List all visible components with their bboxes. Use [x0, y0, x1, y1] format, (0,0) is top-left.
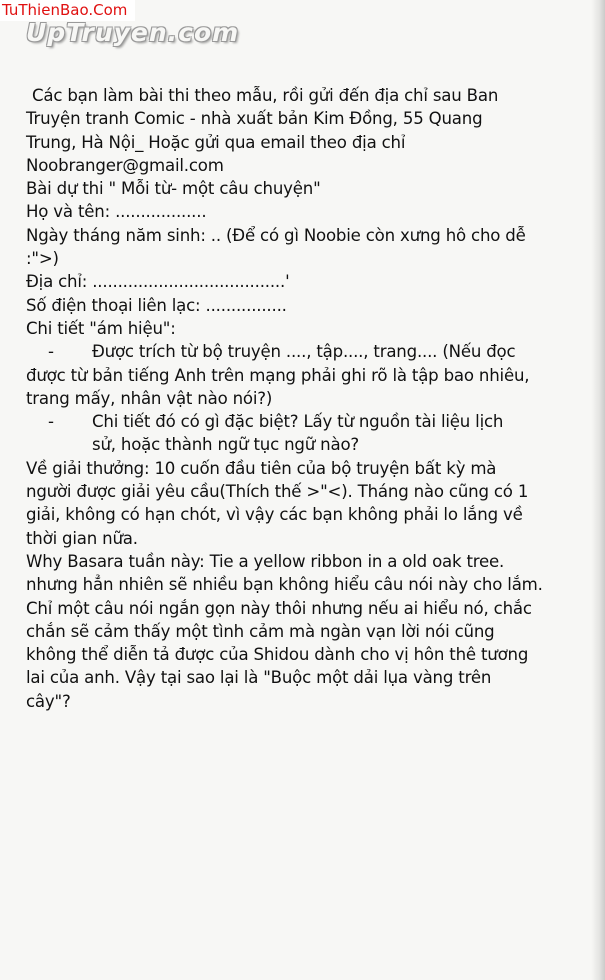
- prize-paragraph: [26, 457, 561, 550]
- document-body: [26, 84, 561, 713]
- basara-line: Chỉ một câu nói ngắn gọn này thôi nhưng nếu ai hiểu nó, chắc: [26, 598, 532, 618]
- bullet-line: Chi tiết đó có gì đặc biệt? Lấy từ nguồn tài liệu lịch: [92, 412, 504, 432]
- bullet-item: [26, 410, 561, 457]
- basara-line: lai của anh. Vậy tại sao lại là "Buộc một dải lụa vàng trên: [26, 668, 492, 688]
- bullet-dash: -: [48, 342, 54, 362]
- basara-line: không thể diễn tả được của Shidou dành cho vị hôn thê tương: [26, 645, 529, 665]
- intro-line: Các bạn làm bài thi theo mẫu, rồi gửi đến địa chỉ sau Ban: [32, 86, 499, 105]
- prize-line: thời gian nữa.: [26, 528, 138, 548]
- form-field-address: Địa chỉ: ......................................': [26, 272, 290, 292]
- basara-paragraph: [26, 550, 561, 713]
- bullet-dash: -: [48, 412, 54, 432]
- email-address: Noobranger@gmail.com: [26, 155, 224, 175]
- logo-watermark: UpTruyen.com: [26, 18, 240, 47]
- bullet-continuation: trang mấy, nhân vật nào nói?): [26, 388, 273, 408]
- intro-line: Truyện tranh Comic - nhà xuất bản Kim Đồng, 55 Quang: [26, 109, 483, 129]
- prize-line: giải, không có hạn chót, vì vậy các bạn không phải lo lắng về: [26, 505, 523, 525]
- bullet-line: sử, hoặc thành ngữ tục ngữ nào?: [92, 435, 359, 455]
- prize-line: người được giải yêu cầu(Thích thế >"<). Tháng nào cũng có 1: [26, 482, 529, 502]
- basara-line: nhưng hẳn nhiên sẽ nhiều bạn không hiểu câu nói này cho lắm.: [26, 575, 543, 595]
- prize-line: Về giải thưởng: 10 cuốn đầu tiên của bộ truyện bất kỳ mà: [26, 458, 497, 478]
- form-field-name: Họ và tên: ..................: [26, 202, 207, 222]
- bullet-item: [26, 340, 561, 363]
- form-title: Bài dự thi " Mỗi từ- một câu chuyện": [26, 179, 321, 199]
- form-field-phone: Số điện thoại liên lạc: ................: [26, 295, 287, 315]
- bullet-continuation: được từ bản tiếng Anh trên mạng phải ghi rõ là tập bao nhiêu,: [26, 365, 530, 385]
- form-field-dob: Ngày tháng năm sinh: .. (Để có gì Noobie còn xưng hô cho dễ: [26, 225, 526, 245]
- basara-line: cây"?: [26, 691, 71, 711]
- bullet-line: Được trích từ bộ truyện ...., tập...., trang.... (Nếu đọc: [92, 342, 516, 362]
- detail-heading: Chi tiết "ám hiệu":: [26, 318, 176, 338]
- form-field-dob-cont: :">): [26, 249, 59, 269]
- basara-line: Why Basara tuần này: Tie a yellow ribbon in a old oak tree.: [26, 551, 505, 571]
- intro-paragraph: [26, 84, 561, 177]
- entry-form: [26, 177, 561, 457]
- basara-line: chắn sẽ cảm thấy một tình cảm mà ngàn vạn lời nói cũng: [26, 621, 495, 641]
- scan-edge-shadow: [591, 0, 605, 980]
- site-watermark: TuThienBao.Com: [0, 0, 135, 21]
- intro-line: Trung, Hà Nội_ Hoặc gửi qua email theo địa chỉ: [26, 132, 406, 152]
